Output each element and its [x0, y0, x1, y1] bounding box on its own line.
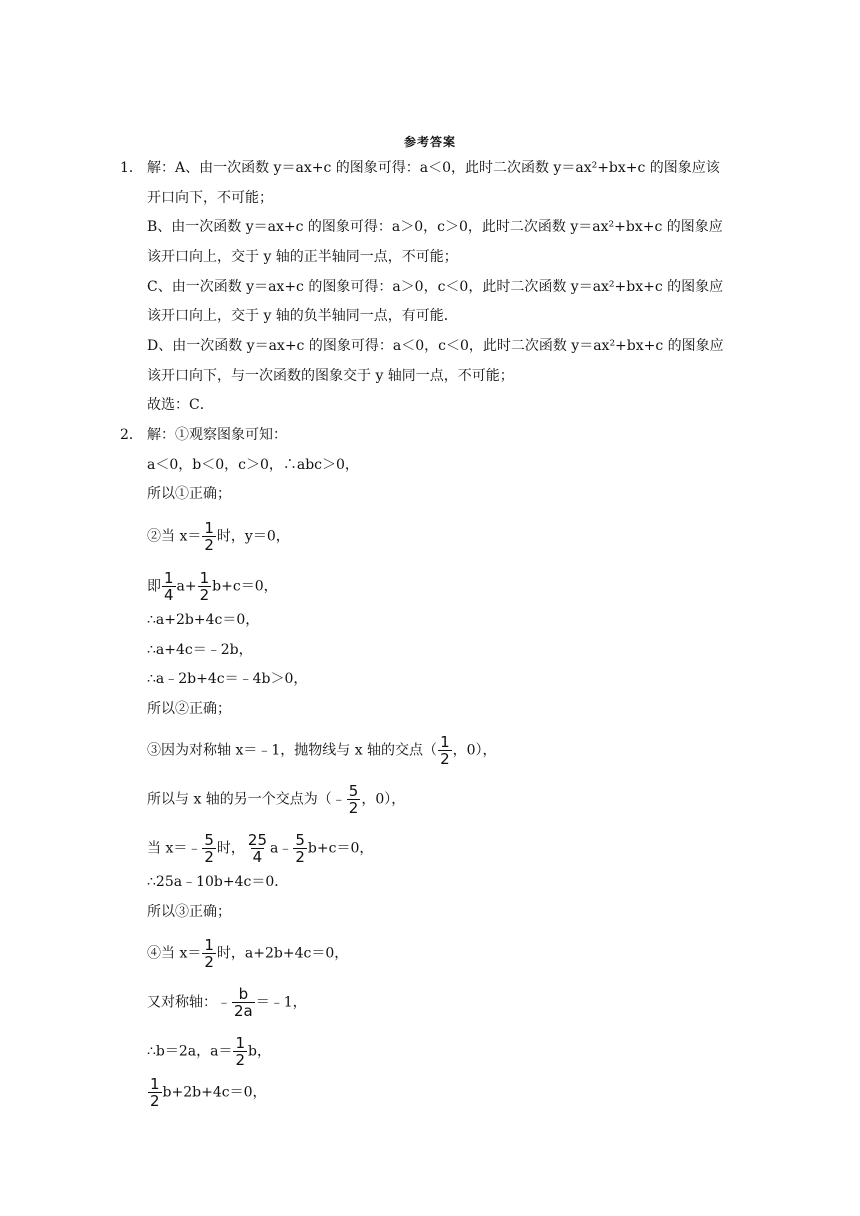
- q2-line-2: a＜0，b＜0，c＞0，∴abc＞0，: [147, 457, 359, 473]
- q1-line-6: 该开口向上，交于 y 轴的负半轴同一点，有可能．: [147, 308, 458, 324]
- q1-line-3: B、由一次函数 y＝ax+c 的图象可得：a＞0，c＞0，此时二次函数 y＝ax²+bx+c 的图象应: [147, 219, 723, 235]
- q2-line-5: 即 $\frac{1}{4}$ a+ $\frac{1}{2}$ b+c＝0，: [147, 569, 278, 604]
- q1-line-9: 故选：C．: [147, 397, 214, 413]
- question-1-number: 1．: [120, 160, 143, 176]
- q2-line-12: 当 x＝﹣ $\frac{5}{2}$ 时， $\frac{25}{4}$ a﹣ $\frac{5}{2}$ b+c＝0，: [147, 831, 374, 866]
- q1-line-8: 该开口向下，与一次函数的图象交于 y 轴同一点，不可能；: [147, 368, 514, 384]
- fraction-one-half: $\frac{1}{2}$: [204, 936, 214, 971]
- fraction-one-half: $\frac{1}{2}$: [199, 569, 210, 604]
- q2-line-11: 所以与 x 轴的另一个交点为（﹣ $\frac{5}{2}$ ，0），: [147, 782, 406, 817]
- q2-line-18: $\frac{1}{2}$ b+2b+4c＝0，: [150, 1075, 267, 1110]
- fraction-five-halves: $\frac{5}{2}$: [204, 831, 214, 866]
- q1-line-5: C、由一次函数 y＝ax+c 的图象可得：a＞0，c＜0，此时二次函数 y＝ax²+bx+c 的图象应: [147, 279, 724, 295]
- q1-line-4: 该开口向上，交于 y 轴的正半轴同一点，不可能；: [147, 249, 458, 265]
- q2-line-6: ∴a+2b+4c＝0，: [147, 612, 260, 628]
- q1-line-7: D、由一次函数 y＝ax+c 的图象可得：a＜0，c＜0，此时二次函数 y＝ax²+bx+c 的图象应: [147, 338, 724, 354]
- fraction-five-halves: $\frac{5}{2}$: [295, 831, 305, 866]
- q1-line-2: 开口向下，不可能；: [147, 190, 273, 206]
- fraction-twentyfive-quarters: $\frac{25}{4}$: [247, 831, 267, 866]
- q2-line-17: ∴b＝2a，a＝ $\frac{1}{2}$ b，: [147, 1034, 271, 1069]
- fraction-b-over-2a: $\frac{b}{2a}$: [234, 985, 253, 1020]
- q2-line-9: 所以②正确；: [147, 701, 231, 717]
- q2-line-13: ∴25a﹣10b+4c＝0．: [147, 874, 289, 890]
- q2-line-3: 所以①正确；: [147, 486, 231, 502]
- q2-line-1: 解：①观察图象可知：: [147, 427, 287, 443]
- page-title: 参考答案: [403, 135, 456, 149]
- fraction-one-half: $\frac{1}{2}$: [440, 733, 450, 768]
- question-2-number: 2．: [120, 427, 143, 443]
- fraction-one-half: $\frac{1}{2}$: [204, 519, 214, 554]
- q2-line-14: 所以③正确；: [147, 904, 231, 920]
- q2-line-8: ∴a﹣2b+4c＝﹣4b＞0，: [147, 671, 308, 687]
- q2-line-4-pre: ②当 x＝: [147, 528, 202, 545]
- q1-line-1: 解：A、由一次函数 y＝ax+c 的图象可得：a＜0，此时二次函数 y＝ax²+bx+c 的图象应该: [147, 160, 720, 176]
- q2-line-4-post: 时，y＝0，: [216, 528, 290, 545]
- q2-line-15: ④当 x＝ $\frac{1}{2}$ 时，a+2b+4c＝0，: [147, 936, 349, 971]
- q2-line-16: 又对称轴：﹣ $\frac{b}{2a}$ ＝﹣1，: [147, 985, 307, 1020]
- q2-line-10: ③因为对称轴 x＝﹣1，抛物线与 x 轴的交点（ $\frac{1}{2}$ ，0），: [147, 733, 497, 768]
- fraction-one-half: $\frac{1}{2}$: [150, 1075, 160, 1110]
- fraction-five-halves: $\frac{5}{2}$: [348, 782, 359, 817]
- fraction-one-half: $\frac{1}{2}$: [235, 1034, 246, 1069]
- q2-line-4: [147, 520, 290, 553]
- q2-line-7: ∴a+4c＝﹣2b，: [147, 642, 253, 658]
- fraction-one-quarter: $\frac{1}{4}$: [164, 569, 174, 604]
